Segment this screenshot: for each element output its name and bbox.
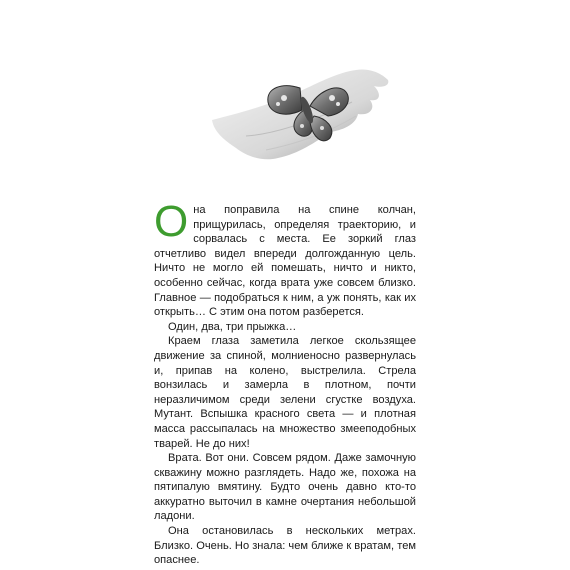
hand-holding-butterfly-illustration	[206, 58, 392, 166]
paragraph-2: Один, два, три прыжка…	[168, 320, 297, 333]
paragraph-3: Краем глаза заметила легкое скользящее движение за спиной, молниеносно развернулась и, припав на колено, выстрелила. Стрела вонзилась и замерла в плотном, почти неразличимом среди зелени сгустке воздуха. Мутант. Вспышка красного света — и плотная масса рассыпалась на множество змееподобных тварей. Не до них!	[154, 335, 416, 450]
paragraph-5: Она остановилась в нескольких метрах. Близко. Очень. Но знала: чем ближе к вратам, тем опаснее.	[154, 525, 416, 567]
paragraph-4: Врата. Вот они. Совсем рядом. Даже замочную скважину можно разглядеть. Надо же, похожа на пятипалую вмятину. Будто очень давно кто-то аккуратно выточил в камне очертания небольшой ладони.	[154, 452, 416, 523]
text-body	[154, 197, 416, 568]
paragraph-1	[154, 197, 416, 320]
paragraph-1-text: на поправила на спине колчан, прищурилась, определяя траекторию, и сорвалась с места. Ее зоркий глаз отчетливо видел впереди долгожданную цель. Ничто не могло ей помешать, ничто и никто, особенно сейчас, когда врата уже совсем близко. Главное — подобраться к ним, а уж понять, как их открыть… С этим она потом разберется.	[154, 204, 416, 319]
drop-cap: О	[154, 197, 189, 246]
